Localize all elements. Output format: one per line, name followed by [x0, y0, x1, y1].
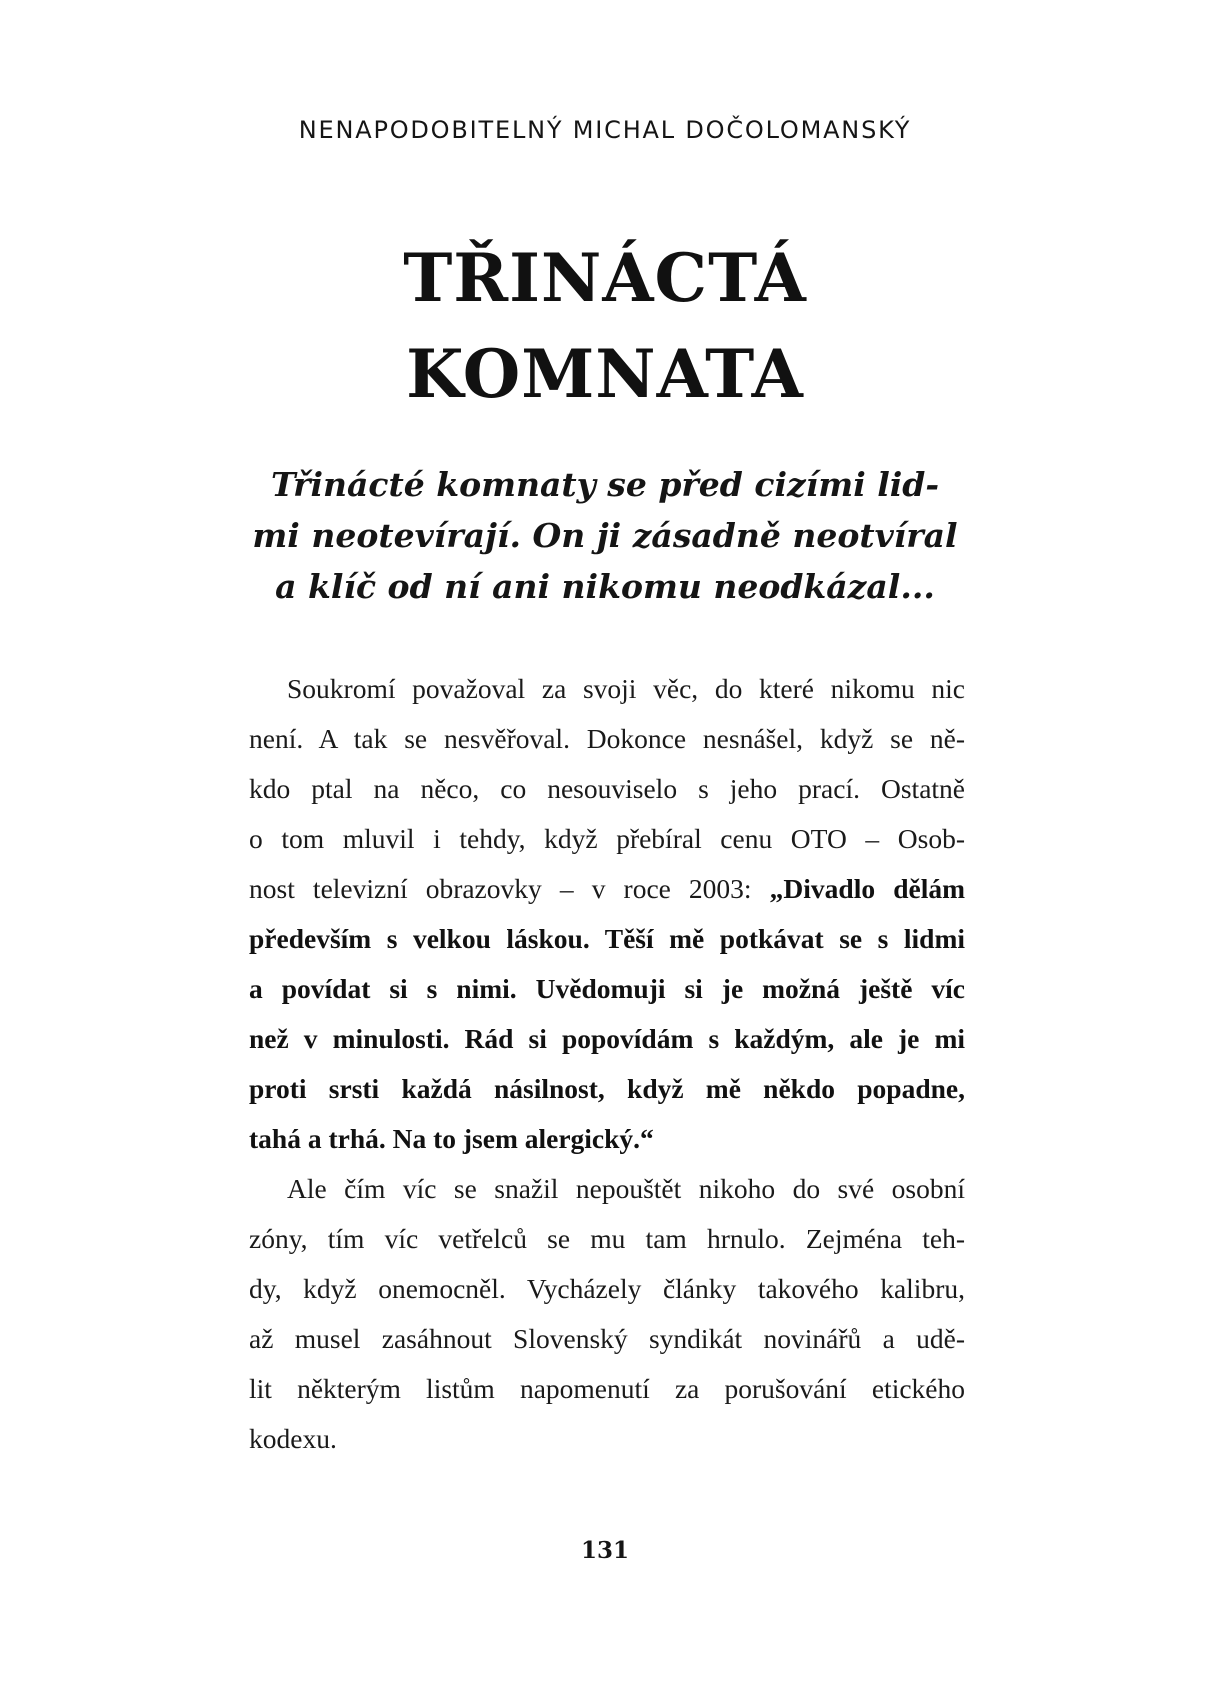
body-line: dy, když onemocněl. Vycházely články takového kalibru,	[249, 1273, 965, 1304]
body-line: kdo ptal na něco, co nesouviselo s jeho prací. Ostatně	[249, 773, 965, 804]
quote-line	[249, 1064, 965, 1114]
chapter-title-line: TŘINÁCTÁ	[403, 239, 807, 317]
lead-line: a klíč od ní ani nikomu neodkázal...	[275, 567, 935, 606]
body-line: až musel zasáhnout Slovenský syndikát novinářů a udě-	[249, 1323, 965, 1354]
body-line: o tom mluvil i tehdy, když přebíral cenu OTO – Osob-	[249, 823, 965, 854]
quote-text: proti srsti každá násilnost, když mě někdo popadne,	[249, 1073, 965, 1104]
page-number: 131	[580, 1537, 629, 1564]
quote-line	[249, 1114, 965, 1164]
body-line: Soukromí považoval za svoji věc, do které nikomu nic	[287, 673, 965, 704]
chapter-title	[0, 230, 1210, 422]
quote-line	[249, 1014, 965, 1064]
lead-paragraph	[220, 459, 990, 612]
body-line: kodexu.	[249, 1423, 337, 1454]
body-line	[249, 864, 965, 914]
chapter-title-line: KOMNATA	[406, 335, 804, 413]
quote-text: a povídat si s nimi. Uvědomuji si je možná ještě víc	[249, 973, 965, 1004]
quote-text: tahá a trhá. Na to jsem alergický.“	[249, 1123, 654, 1154]
body-line: lit některým listům napomenutí za porušování etického	[249, 1373, 965, 1404]
body-line: není. A tak se nesvěřoval. Dokonce nesnášel, když se ně-	[249, 723, 965, 754]
lead-line: Třinácté komnaty se před cizími lid-	[270, 465, 940, 504]
quote-start: „Divadlo dělám	[769, 873, 965, 904]
quote-line	[249, 964, 965, 1014]
quote-text: především s velkou láskou. Těší mě potkávat se s lidmi	[249, 923, 965, 954]
body-text	[249, 664, 965, 1464]
quote-line	[249, 914, 965, 964]
quote-text: než v minulosti. Rád si popovídám s každým, ale je mi	[249, 1023, 965, 1054]
lead-line: mi neotevírají. On ji zásadně neotvíral	[252, 516, 958, 555]
body-line: zóny, tím víc vetřelců se mu tam hrnulo. Zejména teh-	[249, 1223, 965, 1254]
body-line-plain: nost televizní obrazovky – v roce 2003:	[249, 873, 770, 904]
body-line: Ale čím víc se snažil nepouštět nikoho do své osobní	[287, 1173, 965, 1204]
running-head: NENAPODOBITELNÝ MICHAL DOČOLOMANSKÝ	[298, 116, 912, 144]
